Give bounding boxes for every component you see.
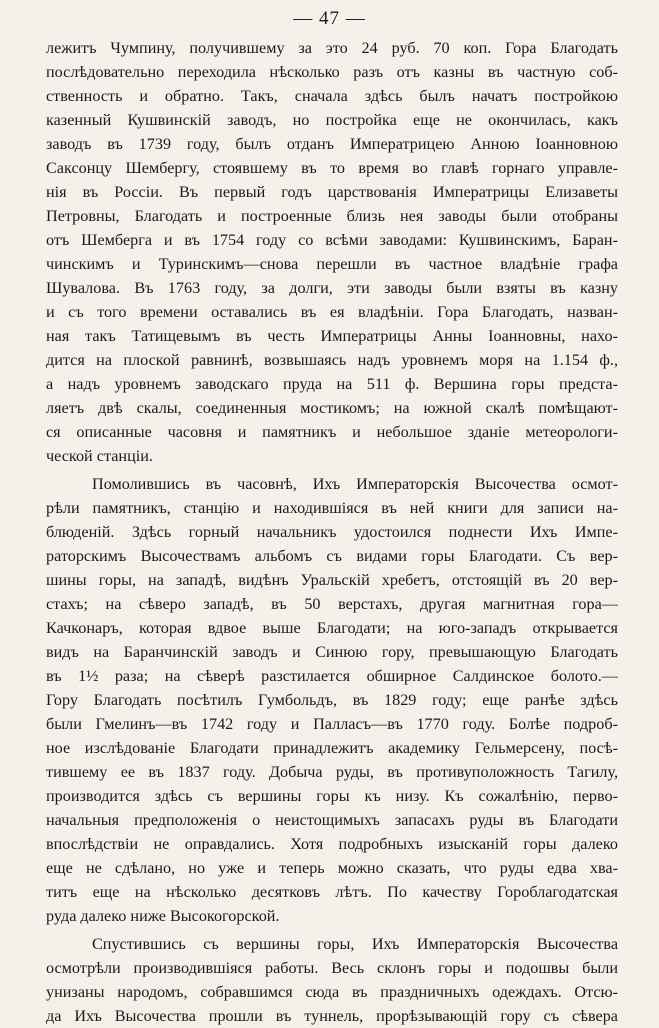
paragraph-2 bbox=[46, 472, 618, 928]
text-line: отъ Шемберга и въ 1754 году со всѣми заводами: Кушвинскимъ, Баран- bbox=[46, 231, 618, 249]
text-line: ляетъ двѣ скалы, соединенныя мостикомъ; на южной скалѣ помѣщают- bbox=[46, 399, 618, 417]
text-line: Шувалова. Въ 1763 году, за долги, эти заводы были взяты въ казну bbox=[46, 279, 618, 297]
text-line: осмотрѣли производившіяся работы. Весь склонъ горы и подошвы были bbox=[46, 959, 618, 977]
text-line: производится здѣсь съ вершины горы къ низу. Къ сожалѣнію, перво- bbox=[46, 787, 618, 805]
text-line: Петровны, Благодать и построенные близь нея заводы были отобраны bbox=[46, 207, 618, 225]
text-line: видъ на Баранчинскій заводъ и Синюю гору, превышающую Благодать bbox=[46, 643, 618, 661]
text-line: стахъ; на сѣверо западѣ, въ 50 верстахъ, другая магнитная гора— bbox=[46, 595, 618, 613]
text-line: нія въ Россіи. Въ первый годъ царствованія Императрицы Елизаветы bbox=[46, 183, 618, 201]
text-line: шины горы, на западѣ, видѣнъ Уральскій хребетъ, отстоящій въ 20 вер- bbox=[46, 571, 618, 589]
text-line: титъ еще на нѣсколько десятковъ лѣтъ. По качеству Гороблагодатская bbox=[46, 883, 618, 901]
text-line: впослѣдствіи не оправдались. Хотя подробныхъ изысканій горы далеко bbox=[46, 835, 618, 853]
text-line: унизаны народомъ, собравшимся сюда въ праздничныхъ одеждахъ. Отсю- bbox=[46, 983, 618, 1001]
text-line: да Ихъ Высочества прошли въ туннель, прорѣзывающій гору съ сѣвера bbox=[46, 1007, 618, 1025]
paragraph-3 bbox=[46, 932, 618, 1028]
text-line: ственность и обратно. Такъ, сначала здѣсь былъ начатъ постройкою bbox=[46, 87, 618, 105]
text-line: были Гмелинъ—въ 1742 году и Палласъ—въ 1770 году. Болѣе подроб- bbox=[46, 715, 618, 733]
text-line: ная такъ Татищевымъ въ честь Императрицы Анны Іоанновны, нахо- bbox=[46, 327, 618, 345]
text-line: Помолившись въ часовнѣ, Ихъ Императорскія Высочества осмот- bbox=[92, 475, 618, 493]
text-line: ся описанные часовня и памятникъ и небольшое зданіе метеорологи- bbox=[46, 423, 618, 441]
text-line: Гору Благодать посѣтилъ Гумбольдъ, въ 1829 году; еще ранѣе здѣсь bbox=[46, 691, 618, 709]
body-text bbox=[46, 36, 618, 1028]
text-line: и съ того времени оставались въ ея владѣніи. Гора Благодать, назван- bbox=[46, 303, 618, 321]
text-line: Качконаръ, которая вдвое выше Благодати; на юго-западъ открывается bbox=[46, 619, 618, 637]
text-line: дится на плоской равнинѣ, возвышаясь надъ уровнемъ моря на 1.154 ф., bbox=[46, 351, 618, 369]
text-line: а надъ уровнемъ заводскаго пруда на 511 ф. Вершина горы предста- bbox=[46, 375, 618, 393]
text-line: тившему ее въ 1837 году. Добыча руды, въ противуположность Тагилу, bbox=[46, 763, 618, 781]
text-line: блюденій. Здѣсь горный начальникъ удостоился поднести Ихъ Импе- bbox=[46, 523, 618, 541]
text-line: казенный Кушвинскій заводъ, но постройка еще не окончилась, какъ bbox=[46, 111, 618, 129]
text-line: рѣли памятникъ, станцію и находившіяся въ ней книги для записи на- bbox=[46, 499, 618, 517]
text-line: послѣдовательно переходила нѣсколько разъ отъ казны въ частную соб- bbox=[46, 63, 618, 81]
text-line: ное изслѣдованіе Благодати принадлежитъ академику Гельмерсену, посѣ- bbox=[46, 739, 618, 757]
text-line: ческой станціи. bbox=[46, 447, 153, 465]
text-line: въ 1½ раза; на сѣверѣ разстилается обширное Салдинское болото.— bbox=[46, 667, 618, 685]
text-line: чинскимъ и Туринскимъ—снова перешли въ частное владѣніе графа bbox=[46, 255, 618, 273]
text-line: начальныя предположенія о неистощимыхъ запасахъ руды въ Благодати bbox=[46, 811, 618, 829]
text-line: Саксонцу Шембергу, стоявшему въ то время во главѣ горнаго управле- bbox=[46, 159, 618, 177]
text-line: руда далеко ниже Высокогорской. bbox=[46, 907, 280, 925]
page-number: — 47 — bbox=[293, 8, 366, 29]
text-line: Спустившись съ вершины горы, Ихъ Императорскія Высочества bbox=[92, 935, 618, 953]
text-line: еще не сдѣлано, но уже и теперь можно сказать, что руды едва хва- bbox=[46, 859, 618, 877]
paragraph-1 bbox=[46, 36, 618, 468]
text-line: раторскимъ Высочествамъ альбомъ съ видами горы Благодати. Съ вер- bbox=[46, 547, 618, 565]
text-line: заводъ въ 1739 году, былъ отданъ Императрицею Анною Іоанновною bbox=[46, 135, 618, 153]
text-line: лежитъ Чумпину, получившему за это 24 руб. 70 коп. Гора Благодать bbox=[46, 39, 618, 57]
